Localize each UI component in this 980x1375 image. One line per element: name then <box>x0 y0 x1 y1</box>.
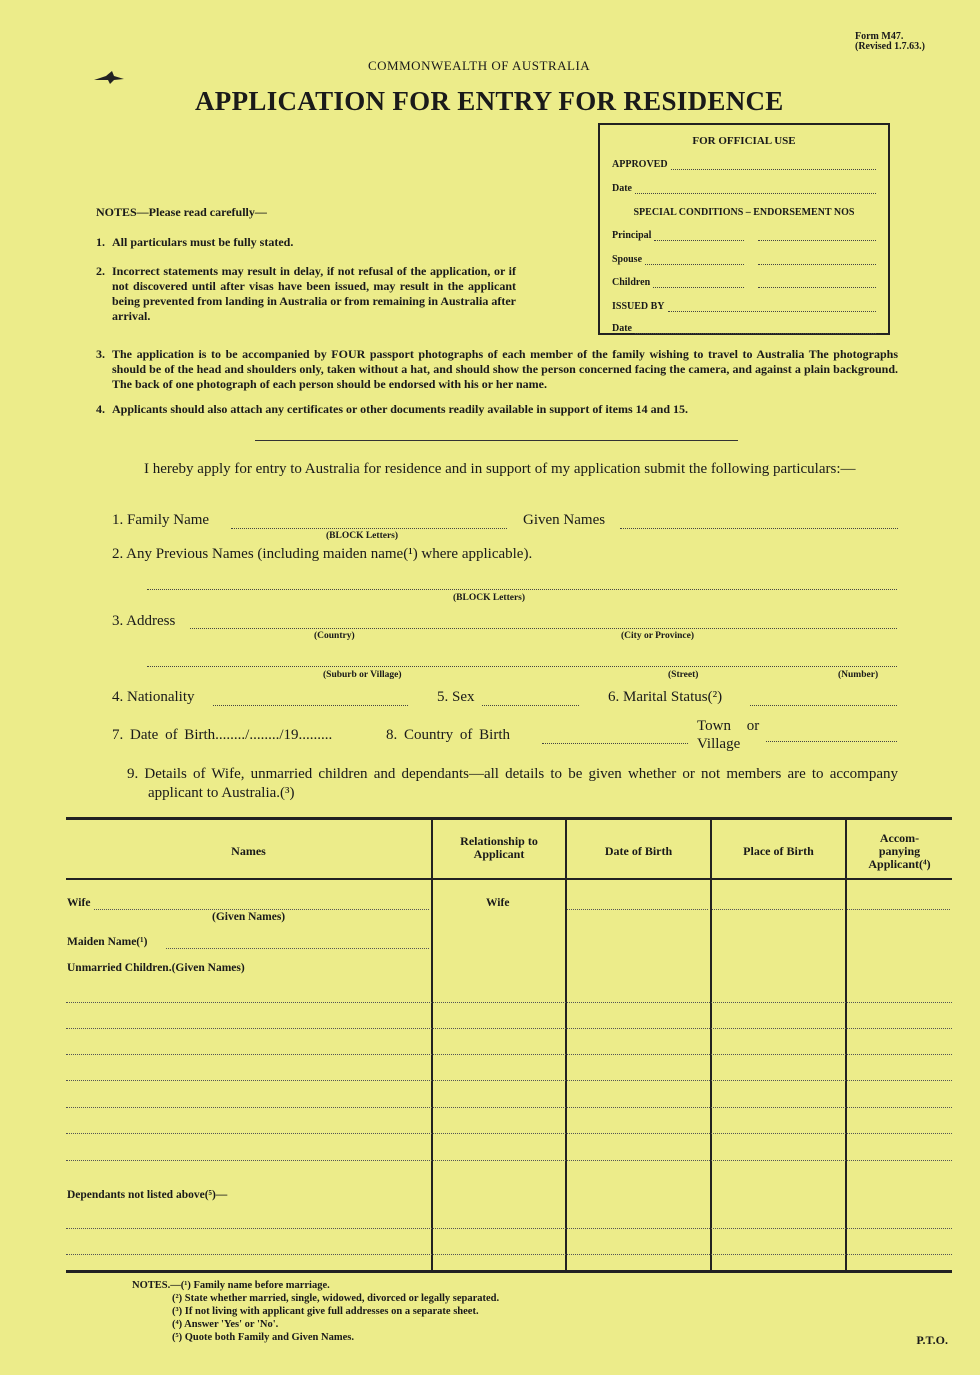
town-village-label <box>697 717 759 753</box>
footnotes <box>132 1279 499 1344</box>
date-label: Date <box>612 183 632 194</box>
form-title: APPLICATION FOR ENTRY FOR RESIDENCE <box>195 86 784 116</box>
maiden-name-label: Maiden Name(¹) <box>67 936 148 948</box>
block-letters-hint-1: (BLOCK Letters) <box>326 531 399 541</box>
col-header-place-of-birth: Place of Birth <box>743 844 814 858</box>
col-header-date-of-birth: Date of Birth <box>604 844 673 858</box>
child-row-4[interactable] <box>66 1080 952 1081</box>
special-conditions-label <box>612 207 876 218</box>
footnote-5: (⁵) Quote both Family and Given Names. <box>172 1332 354 1343</box>
note-3-number: 3. <box>96 347 105 361</box>
commonwealth-heading: COMMONWEALTH OF AUSTRALIA <box>368 58 591 73</box>
date2-label: Date <box>612 323 632 334</box>
col-header-accompanying <box>847 832 952 871</box>
form-number <box>855 32 925 52</box>
previous-names-label: 2. Any Previous Names (including maiden name(¹) where applicable). <box>112 546 533 562</box>
street-hint: (Street) <box>668 670 699 680</box>
town-label: Town or <box>697 718 760 734</box>
address-label: 3. Address <box>112 613 176 629</box>
footnote-1: NOTES.—(¹) Family name before marriage. <box>132 1280 330 1291</box>
spouse-field[interactable] <box>612 254 876 265</box>
note-4-number: 4. <box>96 402 105 416</box>
intro-paragraph: I hereby apply for entry to Australia for residence and in support of my application submit the following particulars:— <box>144 461 856 477</box>
village-label: Village <box>697 736 741 752</box>
wife-accompanying-field[interactable] <box>847 909 950 910</box>
marital-status-label: 6. Marital Status(²) <box>608 689 723 705</box>
child-row-5[interactable] <box>66 1107 952 1108</box>
given-names-label: Given Names <box>523 512 606 528</box>
col-header-names: Names <box>231 844 266 858</box>
table-col-divider <box>710 820 712 1270</box>
dependant-row-2[interactable] <box>66 1254 952 1255</box>
table-header-border <box>66 878 952 880</box>
marital-status-field[interactable] <box>750 691 897 706</box>
official-use-box <box>598 123 890 335</box>
country-of-birth-label: 8. Country of Birth <box>386 727 510 743</box>
col-header-accompanying-line2: panying <box>878 844 921 858</box>
date-of-birth-label: 7. Date of Birth......../......../19......... <box>112 727 333 743</box>
note-1-number: 1. <box>96 235 105 249</box>
unmarried-children-label: Unmarried Children.(Given Names) <box>67 962 245 974</box>
form-number-line1: Form M47. <box>855 31 904 42</box>
family-name-field[interactable] <box>231 514 507 529</box>
note-1 <box>96 235 293 250</box>
details-of-wife-label: 9. Details of Wife, unmarried children and dependants—all details to be given whether or not members are to accompany applicant to Australia.(³) <box>127 766 898 801</box>
country-hint: (Country) <box>314 631 355 641</box>
please-turn-over: P.T.O. <box>916 1333 948 1347</box>
issued-by-label: ISSUED BY <box>612 301 665 312</box>
block-letters-hint-2: (BLOCK Letters) <box>453 593 526 603</box>
note-3 <box>96 347 898 392</box>
city-hint: (City or Province) <box>621 631 694 641</box>
table-col-divider <box>431 820 433 1270</box>
children-label: Children <box>612 277 651 288</box>
bird-emblem-icon <box>92 70 126 91</box>
child-row-2[interactable] <box>66 1028 952 1029</box>
footnote-4: (⁴) Answer 'Yes' or 'No'. <box>172 1319 279 1330</box>
separator-line <box>255 440 738 441</box>
child-row-7[interactable] <box>66 1160 952 1161</box>
dependants-label: Dependants not listed above(⁵)— <box>67 1189 228 1201</box>
child-row-3[interactable] <box>66 1054 952 1055</box>
col-header-relationship-line2: Applicant <box>473 847 525 861</box>
note-2-number: 2. <box>96 264 105 278</box>
child-row-1[interactable] <box>66 1002 952 1003</box>
wife-pob-field[interactable] <box>712 909 843 910</box>
col-header-accompanying-line1: Accom- <box>879 831 920 845</box>
nationality-label: 4. Nationality <box>112 689 195 705</box>
note-3-text: The application is to be accompanied by FOUR passport photographs of each member of the family wishing to travel to Australia The photographs should be of the head and shoulders only, taken without a hat, and should show the person concerned facing the camera, and against a plain background. The back of one photograph of each person should be endorsed with his or her name. <box>112 347 898 391</box>
table-top-border <box>66 817 952 820</box>
note-1-text: All particulars must be fully stated. <box>112 235 294 249</box>
number-hint: (Number) <box>838 670 879 680</box>
dependant-row-1[interactable] <box>66 1228 952 1229</box>
special-conditions-text: SPECIAL CONDITIONS – ENDORSEMENT NOS <box>633 207 855 218</box>
child-row-6[interactable] <box>66 1133 952 1134</box>
col-header-accompanying-line3: Applicant(⁴) <box>868 857 931 871</box>
nationality-field[interactable] <box>213 691 408 706</box>
wife-dob-field[interactable] <box>567 909 708 910</box>
town-village-field[interactable] <box>766 727 897 742</box>
wife-relationship: Wife <box>486 897 510 909</box>
given-names-hint: (Given Names) <box>212 911 286 923</box>
form-revision-line: (Revised 1.7.63.) <box>855 41 925 52</box>
table-bottom-border <box>66 1270 952 1273</box>
family-name-label: 1. Family Name <box>112 512 210 528</box>
table-col-divider <box>565 820 567 1270</box>
sex-label: 5. Sex <box>437 689 475 705</box>
address-field-line1[interactable] <box>190 614 897 629</box>
country-of-birth-field[interactable] <box>542 729 688 744</box>
wife-label: Wife <box>67 897 91 909</box>
issued-by-field[interactable] <box>612 301 876 312</box>
note-4 <box>96 402 898 417</box>
approved-field[interactable] <box>612 159 876 170</box>
principal-field[interactable] <box>612 230 876 241</box>
footnote-3: (³) If not living with applicant give full addresses on a separate sheet. <box>172 1306 479 1317</box>
date2-field[interactable] <box>612 323 876 334</box>
spouse-label: Spouse <box>612 254 643 265</box>
sex-field[interactable] <box>482 691 579 706</box>
footnote-2: (²) State whether married, single, widowed, divorced or legally separated. <box>172 1293 500 1304</box>
notes-title: NOTES—Please read carefully— <box>96 205 267 219</box>
given-names-field[interactable] <box>620 514 898 529</box>
previous-names-field[interactable] <box>147 575 897 590</box>
col-header-relationship-line1: Relationship to <box>460 834 538 848</box>
col-header-relationship <box>433 835 565 861</box>
note-2-text: Incorrect statements may result in delay, if not refusal of the application, or if not discovered until after visas have been issued, may result in the applicant being prevented from landing in Australia or from remaining in Australia after arrival. <box>112 264 516 323</box>
wife-name-field[interactable] <box>94 909 429 910</box>
note-2 <box>96 264 516 324</box>
note-4-text: Applicants should also attach any certificates or other documents readily available in support of items 14 and 15. <box>112 402 689 416</box>
address-field-line2[interactable] <box>147 652 897 667</box>
maiden-name-field[interactable] <box>166 948 429 949</box>
official-use-heading: FOR OFFICIAL USE <box>692 135 796 147</box>
date-field[interactable] <box>612 183 876 194</box>
principal-label: Principal <box>612 230 652 241</box>
approved-label: APPROVED <box>612 159 668 170</box>
suburb-hint: (Suburb or Village) <box>323 670 402 680</box>
table-col-divider <box>845 820 847 1270</box>
children-field[interactable] <box>612 277 876 288</box>
